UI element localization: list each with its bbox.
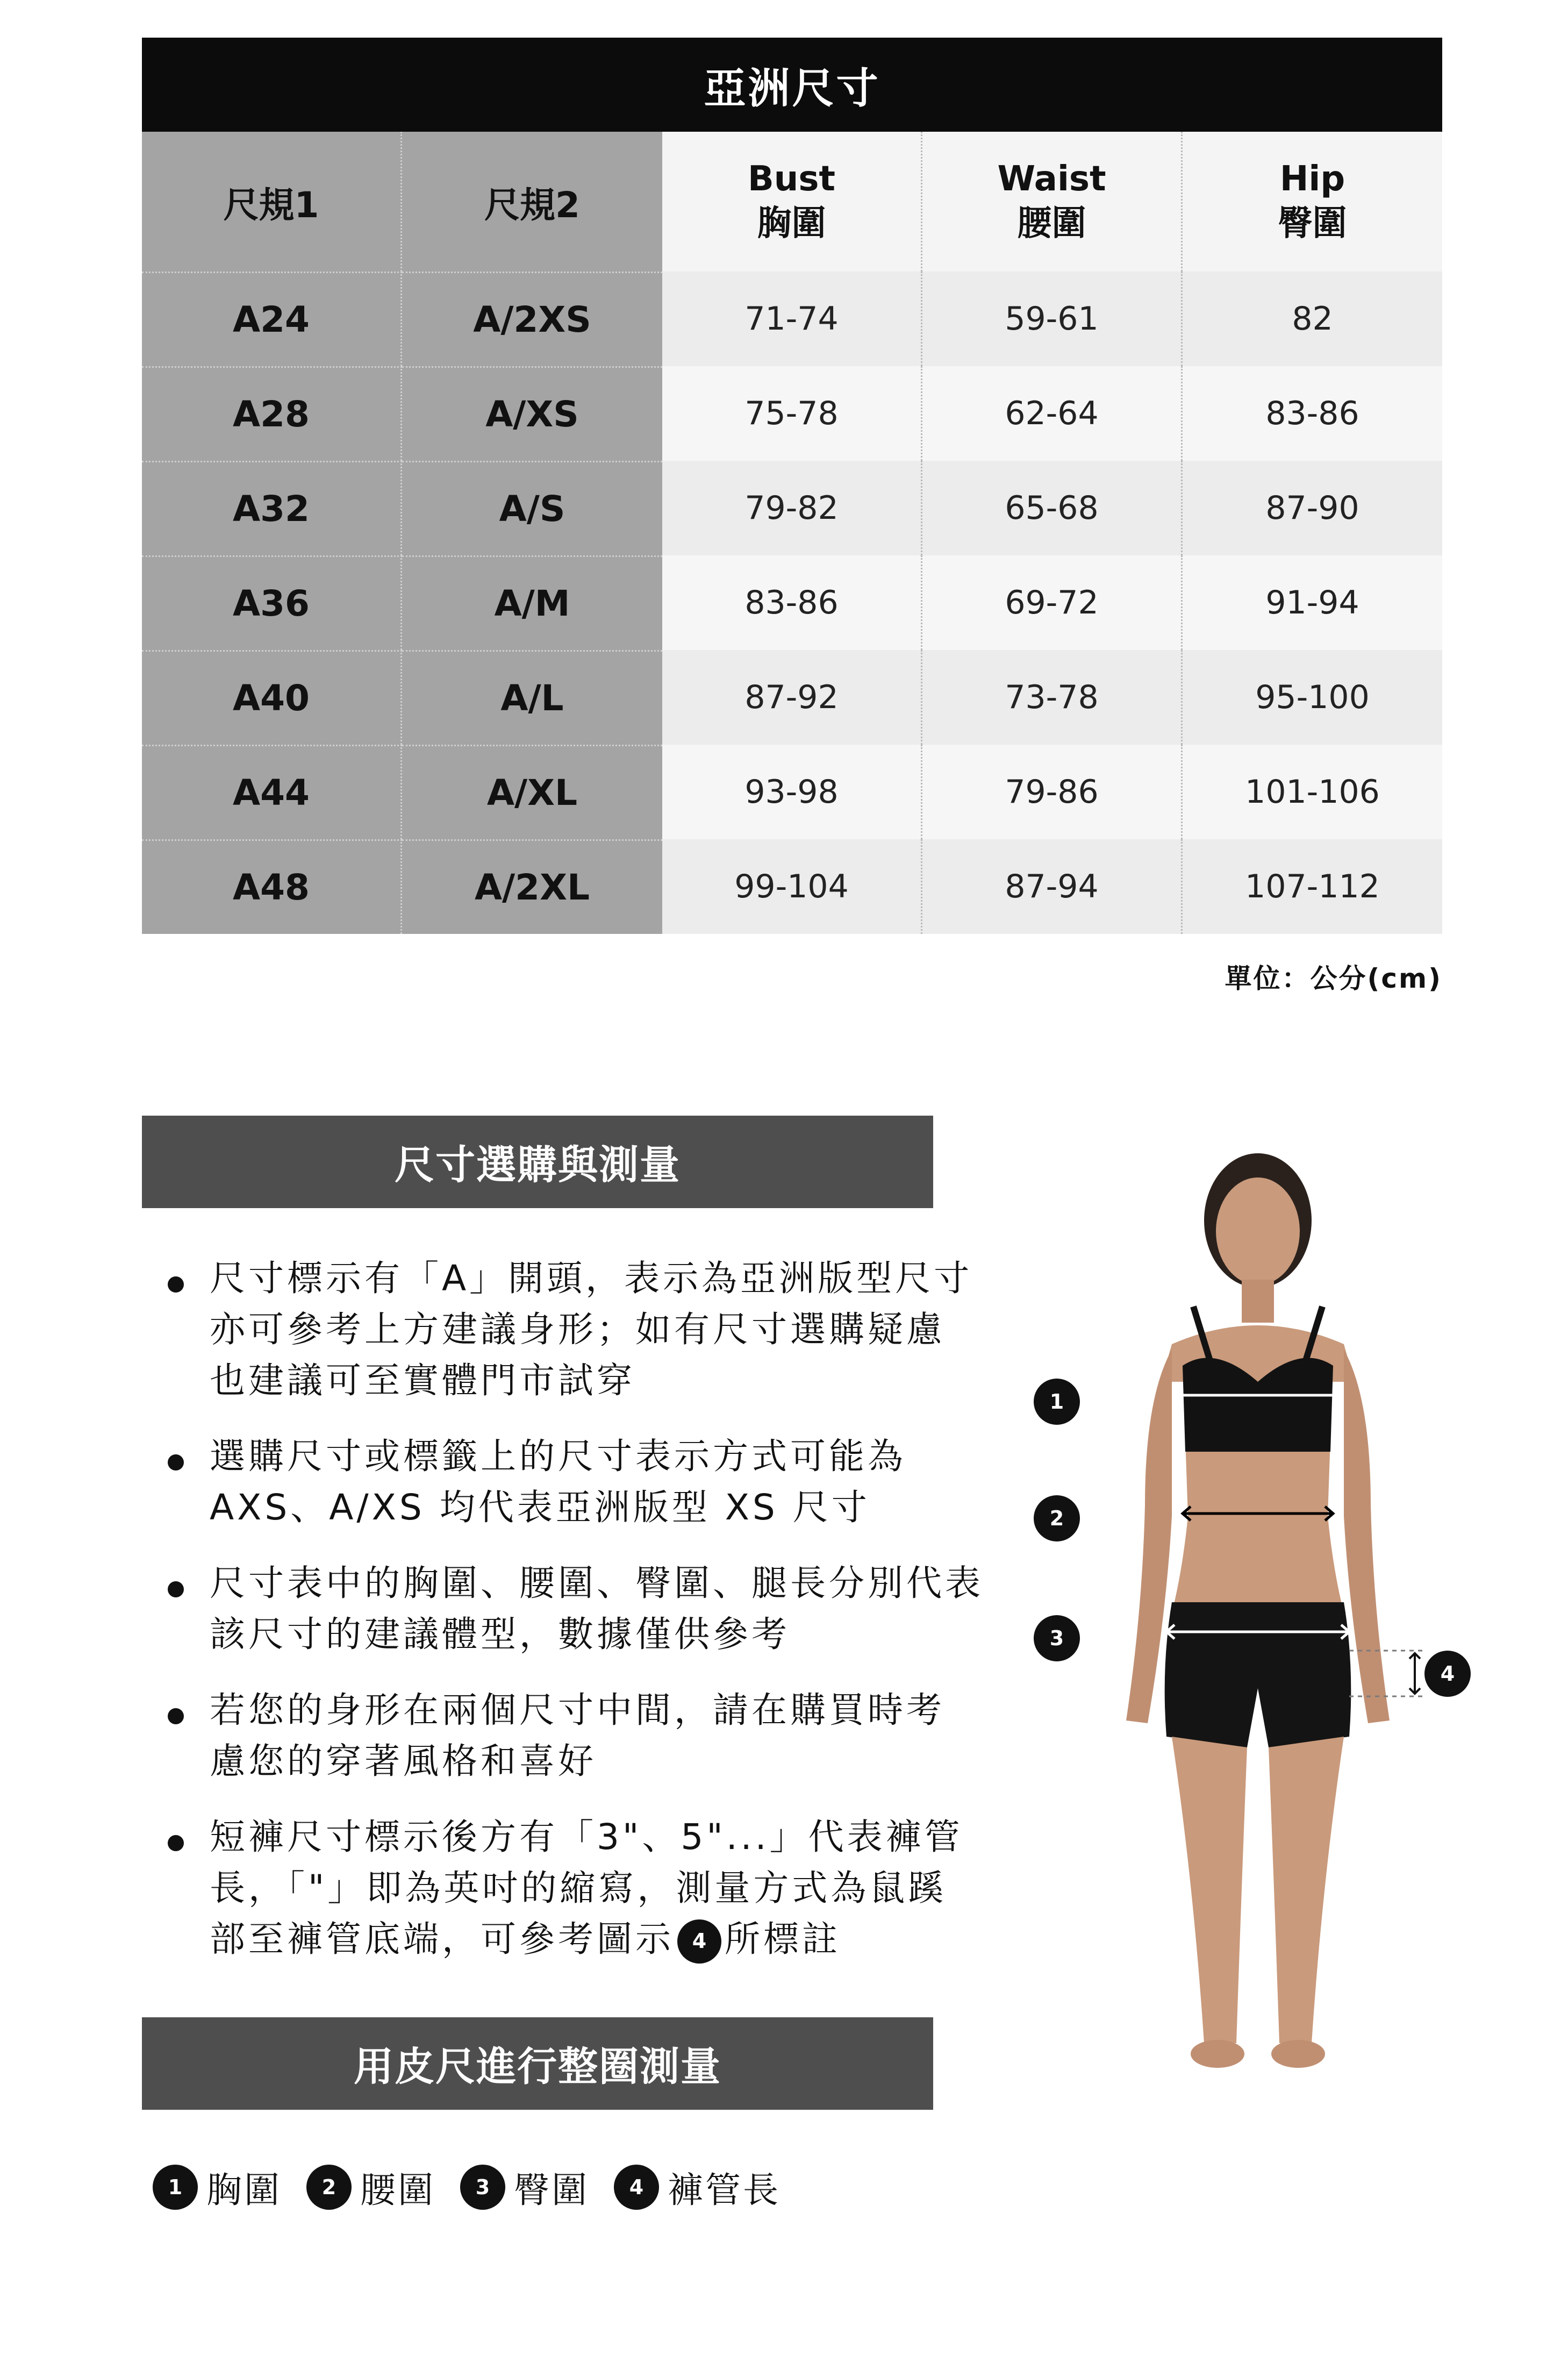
badge-3-icon: 3 <box>460 2165 505 2210</box>
bullet-line: 選購尺寸或標籤上的尺寸表示方式可能為 <box>210 1436 906 1477</box>
badge-1-icon: 1 <box>153 2165 198 2210</box>
size-table <box>142 38 1442 934</box>
cell-size2: A/XS <box>402 366 662 461</box>
table-row <box>142 555 1442 650</box>
guide-bullet-list <box>161 1253 984 1989</box>
legend-label: 胸圍 <box>206 2169 282 2211</box>
badge-4-icon: 4 <box>614 2165 659 2210</box>
header-bust <box>662 132 922 272</box>
model-figure <box>1011 1129 1505 2151</box>
cell-bust: 93-98 <box>662 745 922 839</box>
cell-size1: A36 <box>142 555 402 650</box>
list-item <box>161 1684 945 1787</box>
cell-waist: 69-72 <box>922 555 1183 650</box>
table-header-row <box>142 132 1442 272</box>
cell-waist: 87-94 <box>922 839 1183 934</box>
bullet-dot <box>168 1835 184 1851</box>
cell-waist: 73-78 <box>922 650 1183 745</box>
cell-size1: A32 <box>142 461 402 555</box>
cell-hip: 107-112 <box>1183 839 1442 934</box>
cell-bust: 87-92 <box>662 650 922 745</box>
cell-bust: 83-86 <box>662 555 922 650</box>
header-bust-en: Bust <box>747 159 836 199</box>
bullet-line: 尺寸標示有「A」開頭，表示為亞洲版型尺寸 <box>210 1258 973 1299</box>
table-row <box>142 366 1442 461</box>
cell-hip: 101-106 <box>1183 745 1442 839</box>
cell-waist: 59-61 <box>922 272 1183 366</box>
cell-size2: A/XL <box>402 745 662 839</box>
header-size2: 尺規2 <box>402 132 662 272</box>
bullet-dot <box>168 1454 184 1471</box>
header-hip-zh: 臀圍 <box>1278 204 1347 244</box>
cell-bust: 71-74 <box>662 272 922 366</box>
cell-hip: 82 <box>1183 272 1442 366</box>
guide-title: 尺寸選購與測量 <box>142 1116 933 1208</box>
legend-label: 褲管長 <box>668 2169 781 2211</box>
measure-legend <box>153 2161 805 2212</box>
cell-size2: A/2XL <box>402 839 662 934</box>
bullet-text: 部至褲管底端，可參考圖示 <box>210 1918 674 1960</box>
header-hip <box>1183 132 1442 272</box>
badge-4-icon: 4 <box>677 1919 721 1964</box>
badge-1-icon: 1 <box>1034 1379 1080 1425</box>
header-waist-en: Waist <box>997 159 1106 199</box>
bullet-dot <box>168 1276 184 1293</box>
cell-hip: 83-86 <box>1183 366 1442 461</box>
header-bust-zh: 胸圍 <box>757 204 826 244</box>
inseam-arrow <box>1409 1653 1420 1694</box>
cell-size1: A24 <box>142 272 402 366</box>
cell-waist: 62-64 <box>922 366 1183 461</box>
bullet-line: 也建議可至實體門市試穿 <box>210 1360 635 1401</box>
legend-item-waist <box>306 2161 435 2212</box>
bullet-line: 長，「"」即為英吋的縮寫，測量方式為鼠蹊 <box>210 1867 947 1909</box>
bullet-dot <box>168 1581 184 1597</box>
legend-item-bust <box>153 2161 282 2212</box>
bullet-line: 慮您的穿著風格和喜好 <box>210 1740 597 1782</box>
cell-hip: 91-94 <box>1183 555 1442 650</box>
bullet-text: 所標註 <box>725 1918 841 1960</box>
cell-bust: 79-82 <box>662 461 922 555</box>
list-item <box>161 1558 984 1660</box>
cell-size1: A40 <box>142 650 402 745</box>
legend-item-inseam <box>614 2161 781 2212</box>
cell-size2: A/M <box>402 555 662 650</box>
list-item <box>161 1431 935 1533</box>
cell-size2: A/2XS <box>402 272 662 366</box>
list-item <box>161 1811 963 1965</box>
bullet-line-last <box>210 1914 935 1965</box>
cell-size1: A48 <box>142 839 402 934</box>
header-waist <box>922 132 1183 272</box>
bullet-line: 亦可參考上方建議身形；如有尺寸選購疑慮 <box>210 1309 945 1350</box>
legend-item-hip <box>460 2161 589 2212</box>
cell-size2: A/L <box>402 650 662 745</box>
cell-size2: A/S <box>402 461 662 555</box>
bullet-line: 短褲尺寸標示後方有「3"、5"...」代表褲管 <box>210 1816 963 1858</box>
bullet-line: 該尺寸的建議體型，數據僅供參考 <box>210 1614 790 1655</box>
cell-size1: A28 <box>142 366 402 461</box>
measure-title: 用皮尺進行整圈測量 <box>142 2017 933 2110</box>
cell-waist: 79-86 <box>922 745 1183 839</box>
badge-2-icon: 2 <box>306 2165 352 2210</box>
table-row <box>142 745 1442 839</box>
header-size1: 尺規1 <box>142 132 402 272</box>
unit-note: 單位：公分(cm) <box>1225 963 1442 994</box>
bullet-line: AXS、A/XS 均代表亞洲版型 XS 尺寸 <box>210 1487 870 1528</box>
legend-label: 臀圍 <box>514 2169 589 2211</box>
table-row <box>142 461 1442 555</box>
header-hip-en: Hip <box>1279 159 1345 199</box>
legend-label: 腰圍 <box>360 2169 435 2211</box>
table-row <box>142 650 1442 745</box>
badge-4-icon: 4 <box>1424 1651 1471 1697</box>
cell-hip: 95-100 <box>1183 650 1442 745</box>
table-title: 亞洲尺寸 <box>142 38 1442 132</box>
model-illustration <box>1011 1129 1505 2151</box>
bullet-dot <box>168 1708 184 1724</box>
cell-bust: 75-78 <box>662 366 922 461</box>
bullet-line: 若您的身形在兩個尺寸中間，請在購買時考 <box>210 1689 945 1731</box>
badge-2-icon: 2 <box>1034 1495 1080 1541</box>
cell-hip: 87-90 <box>1183 461 1442 555</box>
header-waist-zh: 腰圍 <box>1017 204 1086 244</box>
cell-waist: 65-68 <box>922 461 1183 555</box>
list-item <box>161 1253 973 1406</box>
cell-bust: 99-104 <box>662 839 922 934</box>
table-row <box>142 272 1442 366</box>
cell-size1: A44 <box>142 745 402 839</box>
badge-3-icon: 3 <box>1034 1615 1080 1661</box>
bullet-line: 尺寸表中的胸圍、腰圍、臀圍、腿長分別代表 <box>210 1562 984 1604</box>
table-row <box>142 839 1442 934</box>
